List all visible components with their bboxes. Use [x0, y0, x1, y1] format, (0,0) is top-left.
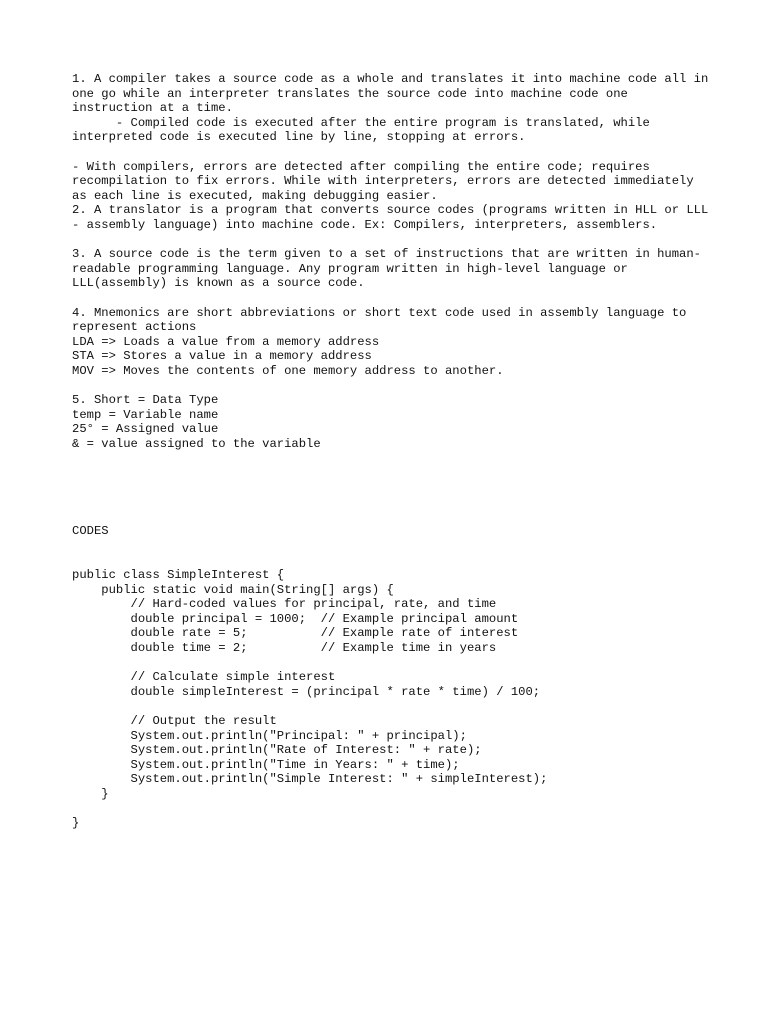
spacer: [72, 539, 712, 568]
mnemonic-lda: LDA => Loads a value from a memory address: [72, 334, 380, 349]
spacer: [72, 291, 712, 306]
spacer: [72, 451, 712, 524]
mnemonic-sta: STA => Stores a value in a memory address: [72, 349, 372, 364]
answer-5-ampersand: & = value assigned to the variable: [72, 436, 321, 451]
code-listing: public class SimpleInterest { public static void main(String[] args) { // Hard-coded values for principal, rate, and time double principal = 1000; // Example principal amount double rate = 5; // Example rate of interest double time = 2; // Example time in years // Calculate simple interest double simpleInterest = (principal * rate * time) / 100; // Output the result System.out.println("Principal: " + principal); System.out.println("Rate of Interest: " + rate); System.out.println("Time in Years: " + time); System.out.println("Simple Interest: " + simpleInterest); } }: [72, 568, 548, 831]
spacer: [72, 233, 712, 248]
spacer: [72, 378, 712, 393]
codes-heading: CODES: [72, 524, 109, 539]
document-page: [72, 72, 716, 831]
spacer: [72, 145, 712, 160]
answer-1-compiled-note: - Compiled code is executed after the entire program is translated, while interpreted code is executed line by line, stopping at errors.: [72, 115, 658, 145]
answer-2-text: 2. A translator is a program that converts source codes (programs written in HLL or LLL - assembly language) into machine code. Ex: Compilers, interpreters, assemblers.: [72, 203, 716, 232]
answer-1-text: 1. A compiler takes a source code as a whole and translates it into machine code all in one go while an interpreter translates the source code into machine code one instruction at a time.: [72, 72, 716, 116]
answer-4-text: 4. Mnemonics are short abbreviations or short text code used in assembly language to represent actions: [72, 305, 694, 335]
answer-5-variable: temp = Variable name: [72, 407, 219, 422]
answer-1-errors-note: - With compilers, errors are detected after compiling the entire code; requires recompilation to fix errors. While with interpreters, errors are detected immediately as each line is executed, making debugging easier.: [72, 159, 701, 203]
answer-5-text: 5. Short = Data Type: [72, 393, 219, 408]
answer-5-value: 25° = Assigned value: [72, 422, 219, 437]
answer-3-text: 3. A source code is the term given to a set of instructions that are written in human-readable programming language. Any program written in high-level language or LLL(assembly) is known as a source code.: [72, 247, 701, 291]
mnemonic-mov: MOV => Moves the contents of one memory address to another.: [72, 363, 504, 378]
